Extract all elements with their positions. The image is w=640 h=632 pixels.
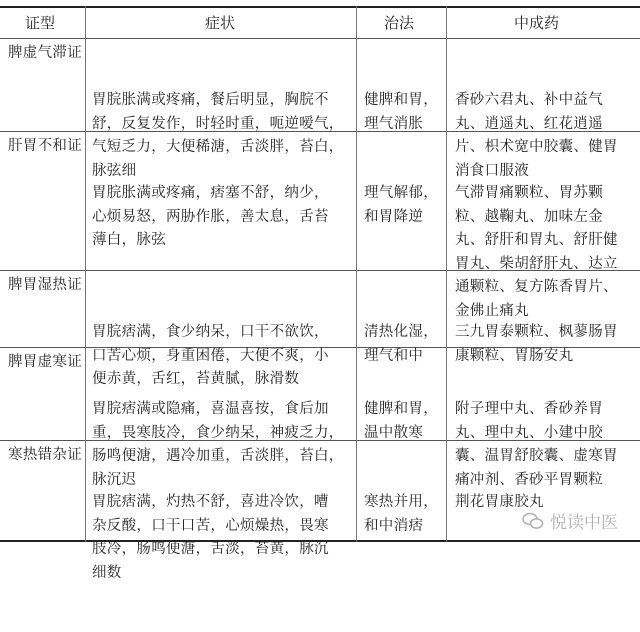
syndrome-cell: 脾胃虚寒证 [8,354,82,370]
syndrome-cell: 寒热错杂证 [8,447,82,463]
method-cell: 寒热并用， 和中消痞 [364,494,438,534]
method-cell: 健脾和胃， 理气消胀 [364,92,438,132]
watermark-text: 悦读中医 [550,513,618,533]
symptoms-cell: 胃脘痞满，灼热不舒，喜进冷饮，嘈 杂反酸，口干口苦，心烦燥热，畏寒 肢冷，肠鸣便溏，舌淡，苔黄，脉沉 细数 [92,494,329,581]
header-medicines: 中成药 [514,14,560,32]
table-top-rule [0,6,640,8]
column-divider [85,6,86,542]
medicines-cell: 香砂六君丸、补中益气 丸、逍遥丸、红花逍遥 片、枳术宽中胶囊、健胃 消食口服液 [455,92,618,179]
symptoms-cell: 胃脘胀满或疼痛，餐后明显，胸脘不 舒，反复发作，时轻时重，呃逆嗳气， 气短乏力，大便稀溏，舌淡胖，苔白， 脉弦细 [92,92,344,179]
column-divider [446,6,447,542]
header-syndrome: 证型 [25,14,56,32]
symptoms-cell: 胃脘痞满或隐痛，喜温喜按，食后加 重，畏寒肢冷，食少纳呆，神疲乏力， 肠鸣便溏，遇冷加重，舌淡胖，苔白， 脉沉迟 [92,401,344,488]
method-cell: 健脾和胃， 温中散寒 [364,401,438,441]
medicines-cell: 三九胃泰颗粒、枫蓼肠胃 康颗粒、胃肠安丸 [455,324,618,364]
watermark [522,508,618,533]
symptoms-cell: 胃脘胀满或疼痛，痞塞不舒，纳少， 心烦易怒，两胁作胀，善太息，舌苔 薄白，脉弦 [92,185,329,248]
symptoms-cell: 胃脘痞满，食少纳呆，口干不欲饮， 口苦心烦，身重困倦，大便不爽，小 便赤黄，舌红，苔黄腻，脉滑数 [92,324,329,387]
syndrome-cell: 脾胃湿热证 [8,277,82,293]
header-rule [0,38,640,39]
syndrome-cell: 肝胃不和证 [8,138,82,154]
syndrome-cell: 脾虚气滞证 [8,45,82,61]
column-divider [356,6,357,542]
header-symptoms: 症状 [205,14,236,32]
method-cell: 理气解郁， 和胃降逆 [364,185,438,225]
method-cell: 清热化湿， 理气和中 [364,324,438,364]
medicines-cell: 气滞胃痛颗粒、胃苏颗 粒、越鞠丸、加味左金 丸、舒肝和胃丸、舒肝健 胃丸、柴胡舒肝丸、达立 通颗粒、复方陈香胃片、 金佛止痛丸 [455,185,618,319]
header-method: 治法 [384,14,415,32]
medicines-cell: 附子理中丸、香砂养胃 丸、理中丸、小建中胶 囊、温胃舒胶囊、虚寒胃 痛冲剂、香砂平胃颗粒 [455,401,618,488]
medicines-cell: 荆花胃康胶丸 [455,494,544,510]
wechat-icon [522,512,544,530]
